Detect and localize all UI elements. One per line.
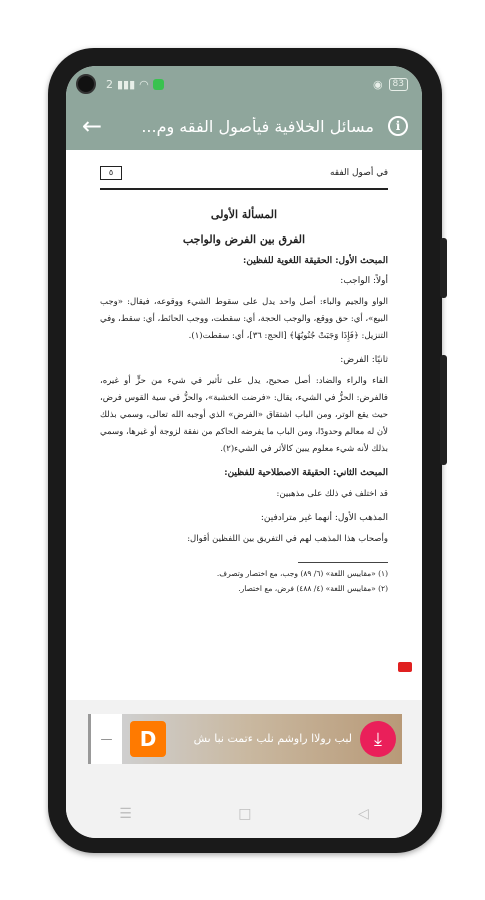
chapter-subheading: الفرق بين الفرض والواجب — [182, 233, 306, 246]
section-heading-2: المبحث الثاني: الحقيقة الاصطلاحية للفظين: — [224, 468, 388, 478]
info-icon: i — [388, 116, 408, 136]
alarm-icon: ◉ — [372, 77, 383, 91]
navigation-bar — [66, 790, 422, 838]
ad-banner[interactable] — [122, 714, 402, 764]
app-title: مسائل الخلافية فيأصول الفقه وم... — [141, 116, 374, 136]
download-icon[interactable]: ⤓ — [360, 721, 396, 757]
book-page[interactable] — [66, 150, 422, 700]
screen — [66, 66, 422, 838]
ad-area — [66, 700, 422, 790]
status-bar — [66, 66, 422, 102]
back-arrow-icon[interactable]: ← — [81, 112, 103, 140]
ad-choices-icon[interactable] — [398, 662, 412, 672]
power-button — [440, 355, 447, 465]
point-1: أولاً: الواجب: — [340, 276, 388, 286]
footnote-divider — [298, 562, 388, 563]
footnote-2: (٢) «مقاييس اللغة» (٤/ ٤٨٨) فرض، مع اختصار. — [238, 584, 388, 593]
whatsapp-icon — [153, 79, 164, 90]
signal-icon: ▮▮▮ — [117, 77, 136, 91]
paragraph-4: وأصحاب هذا المذهب لهم في التفريق بين اللفظين أقوال: — [187, 534, 388, 544]
battery-indicator: 83 — [389, 78, 408, 91]
page-number: ٥ — [100, 166, 122, 180]
point-2: ثانيًا: الفرض: — [340, 355, 388, 365]
point-3: المذهب الأول: أنهما غير مترادفين: — [260, 513, 388, 523]
footnote-1: (١) «مقاييس اللغة» (٦/ ٨٩) وجب، مع اختصار وتصرف. — [216, 569, 388, 578]
paragraph-1: الواو والجيم والباء: أصل واحد يدل على سقوط الشيء ووقوعه، فيقال: «وجب البيع»، أي: حق ووقع، والوجب الحجة، أي: سقطت، ووجب الحائط، أي: سقط، وفي التنزيل: ﴿فَإِذَا وَجَبَتْ جُنُوبُهَا﴾ [الحج: ٣٦]، أي: سقطت(١). — [100, 297, 388, 341]
wifi-icon: ◠ — [139, 77, 149, 91]
chapter-heading: المسألة الأولى — [210, 208, 278, 221]
signal-text: 2 — [106, 77, 113, 91]
ad-collapse-button[interactable]: — — [88, 714, 122, 764]
page-header-title: في أصول الفقه — [329, 168, 388, 178]
home-icon[interactable]: □ — [238, 806, 252, 822]
paragraph-2: الفاء والراء والضاد: أصل صحيح، يدل على تأثير في شيء من حزٍّ أو غيره، فالفرض: الحزُّ في الشيء، يقال: «فرضت الخشبة»، والحزُّ في سية القوس فرض، حيث يقع الوتر، ومن الباب اشتقاق «الفرض» الذي أوجبه الله تعالى، وسمي بذلك لأن له معالم وحدودًا، ومن الباب ما يفرضه الحاكم من نفقة لزوجة أو غيرها، وسمي بذلك لأنه شيء معلوم يبين كالأثر في الشيء(٢). — [100, 376, 388, 454]
volume-button — [440, 238, 447, 298]
status-left — [76, 74, 164, 94]
nav-back-icon[interactable]: ◁ — [357, 806, 369, 822]
recent-apps-icon[interactable]: ☰ — [119, 806, 132, 822]
front-camera — [76, 74, 96, 94]
paragraph-3: قد اختلف في ذلك على مذهبين: — [276, 489, 388, 499]
app-bar — [66, 102, 422, 150]
info-button[interactable] — [374, 116, 422, 136]
status-right — [373, 78, 408, 91]
page-header — [100, 164, 388, 190]
section-heading-1: المبحث الأول: الحقيقة اللغوية للفظين: — [243, 256, 388, 266]
ad-logo-icon: D — [130, 721, 166, 757]
ad-text: لبب رولاا راوشم نلب ءتمت نبا ىش — [193, 732, 352, 745]
